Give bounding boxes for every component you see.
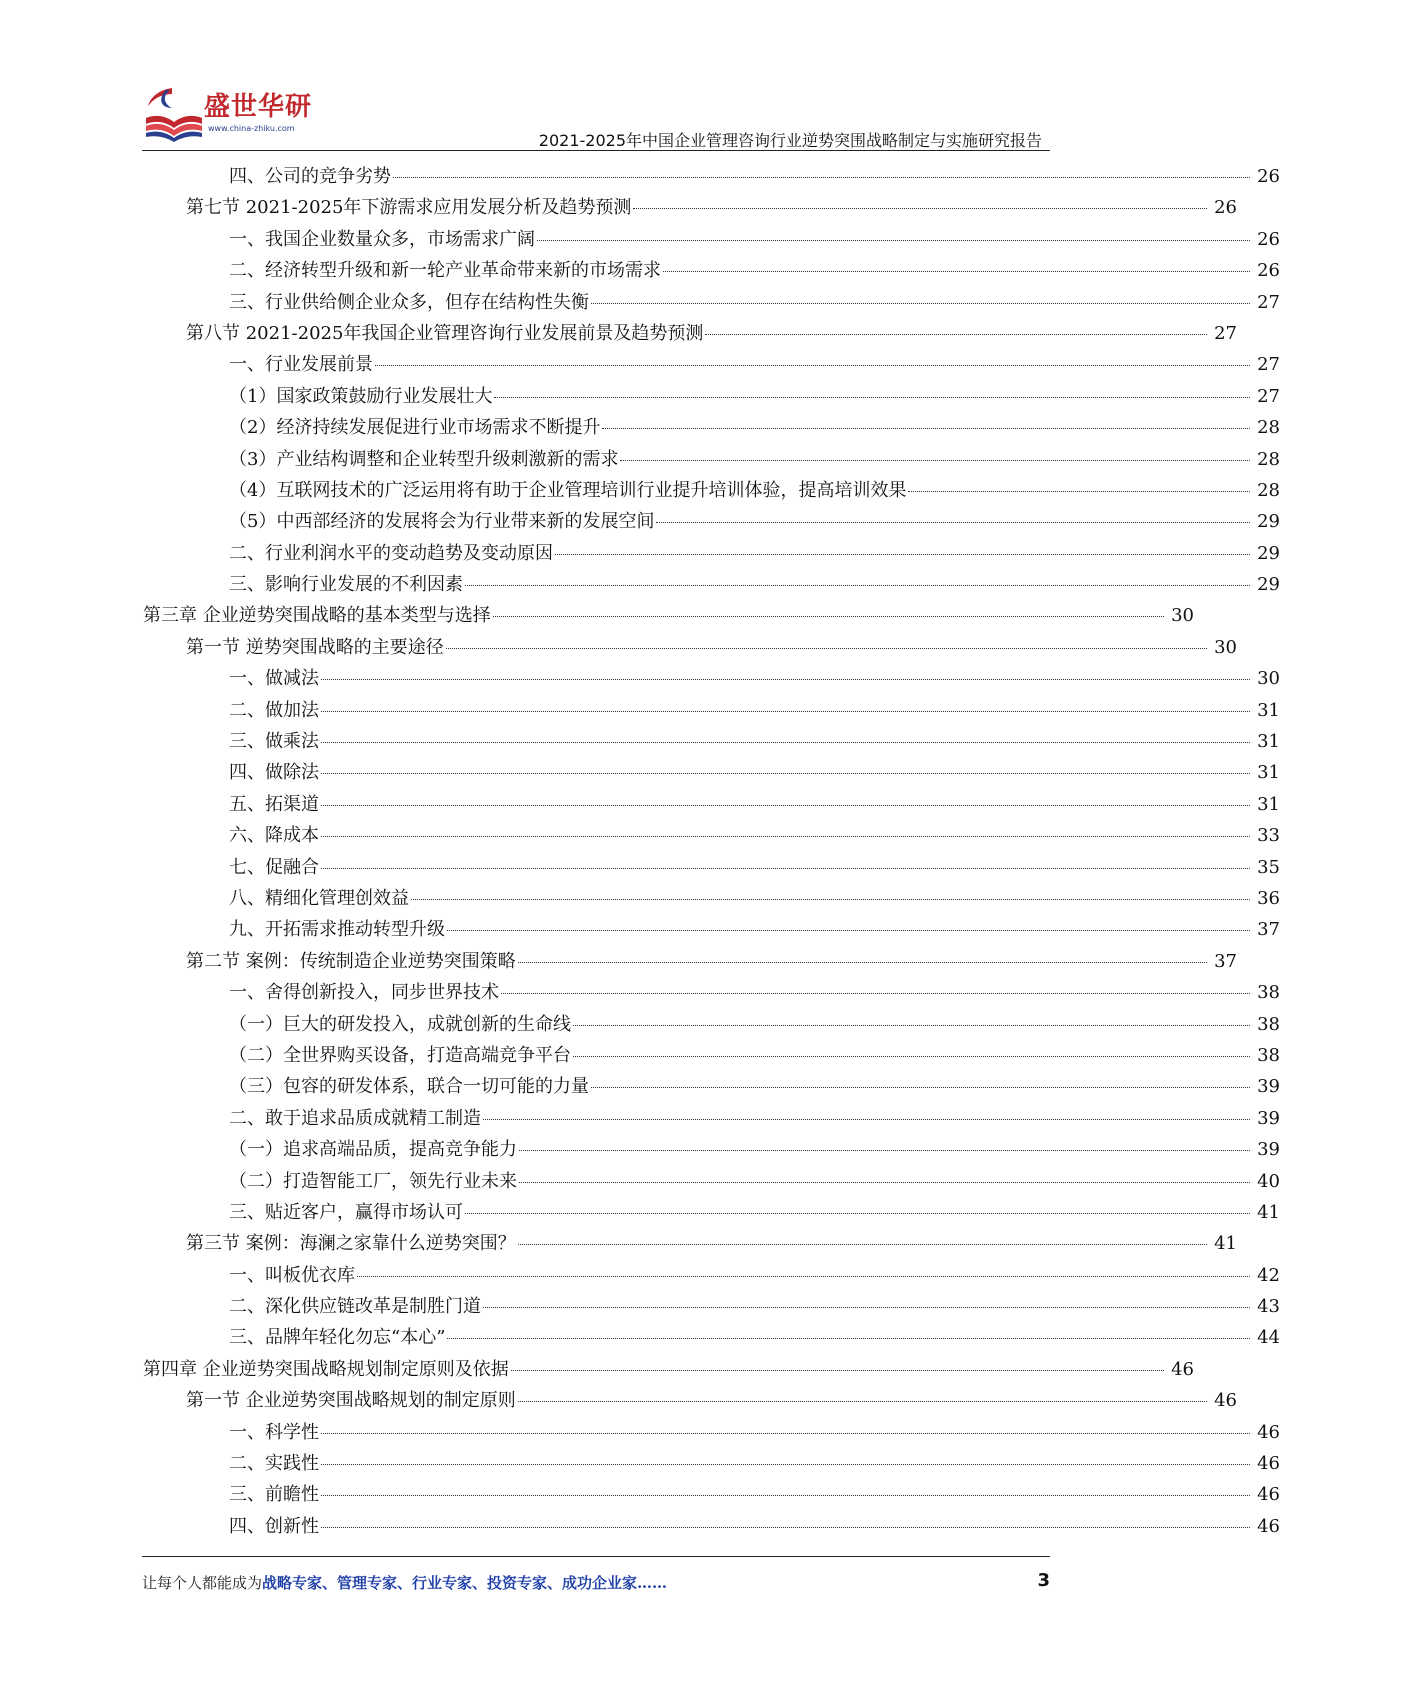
toc-entry-label: 三、行业供给侧企业众多，但存在结构性失衡: [229, 291, 589, 313]
toc-entry-page: 44: [1257, 1327, 1280, 1349]
toc-entry[interactable]: [0, 757, 1420, 788]
toc-entry-label: 第七节 2021-2025年下游需求应用发展分析及趋势预测: [186, 197, 632, 219]
toc-dot-leader: [321, 1527, 1250, 1528]
toc-entry-page: 35: [1257, 856, 1280, 878]
toc-entry[interactable]: [0, 1385, 1377, 1416]
toc-entry-page: 40: [1257, 1170, 1280, 1192]
toc-entry-label: （二）全世界购买设备，打造高端竞争平台: [229, 1044, 571, 1066]
toc-entry[interactable]: [0, 1448, 1420, 1479]
toc-dot-leader: [511, 1370, 1164, 1371]
toc-entry-page: 27: [1257, 354, 1280, 376]
toc-dot-leader: [465, 585, 1250, 586]
toc-dot-leader: [321, 1495, 1250, 1496]
slogan-accent: 战略专家、管理专家、行业专家、投资专家、成功企业家……: [262, 1574, 668, 1592]
toc-dot-leader: [321, 711, 1250, 712]
toc-entry-label: 二、行业利润水平的变动趋势及变动原因: [229, 542, 553, 564]
toc-dot-leader: [663, 271, 1250, 272]
toc-entry[interactable]: [0, 475, 1420, 506]
toc-entry-label: 八、精细化管理创效益: [229, 887, 409, 909]
toc-dot-leader: [591, 303, 1250, 304]
toc-entry-page: 39: [1257, 1139, 1280, 1161]
toc-entry[interactable]: [0, 1040, 1420, 1071]
toc-dot-leader: [501, 993, 1250, 994]
toc-dot-leader: [465, 1213, 1250, 1214]
toc-entry[interactable]: [0, 1071, 1420, 1102]
toc-entry-page: 39: [1257, 1107, 1280, 1129]
toc-dot-leader: [537, 240, 1250, 241]
toc-entry-page: 38: [1257, 1013, 1280, 1035]
toc-dot-leader: [446, 648, 1207, 649]
toc-dot-leader: [519, 1182, 1250, 1183]
toc-entry-page: 42: [1257, 1264, 1280, 1286]
toc-entry-page: 46: [1257, 1421, 1280, 1443]
toc-entry-label: 三、贴近客户，赢得市场认可: [229, 1201, 463, 1223]
toc-entry[interactable]: [0, 820, 1420, 851]
footer-slogan: [142, 1572, 667, 1593]
toc-entry[interactable]: [0, 287, 1420, 318]
toc-dot-leader: [483, 1307, 1250, 1308]
toc-entry[interactable]: [0, 632, 1377, 663]
toc-dot-leader: [321, 773, 1250, 774]
toc-entry-label: （一）追求高端品质，提高竞争能力: [229, 1139, 517, 1161]
toc-dot-leader: [908, 491, 1250, 492]
toc-dot-leader: [447, 930, 1250, 931]
toc-entry-label: （2）经济持续发展促进行业市场需求不断提升: [229, 417, 601, 439]
toc-entry[interactable]: [0, 255, 1420, 286]
toc-entry-page: 38: [1257, 1044, 1280, 1066]
toc-entry-label: 四、创新性: [229, 1515, 319, 1537]
toc-entry-page: 26: [1257, 166, 1280, 187]
company-logo: [142, 84, 312, 148]
toc-entry[interactable]: [0, 444, 1420, 475]
toc-entry-label: 一、科学性: [229, 1421, 319, 1443]
toc-entry-page: 43: [1257, 1296, 1280, 1318]
toc-entry-page: 41: [1214, 1233, 1237, 1255]
toc-entry[interactable]: [0, 1166, 1420, 1197]
toc-entry-page: 31: [1257, 793, 1280, 815]
toc-entry[interactable]: [0, 1479, 1420, 1510]
toc-entry-label: 一、舍得创新投入，同步世界技术: [229, 982, 499, 1004]
toc-entry[interactable]: [0, 1103, 1420, 1134]
toc-entry-page: 31: [1257, 699, 1280, 721]
toc-entry[interactable]: [0, 1417, 1420, 1448]
toc-entry-label: 四、公司的竞争劣势: [229, 166, 391, 187]
toc-entry-label: 四、做除法: [229, 762, 319, 784]
toc-entry[interactable]: [0, 192, 1377, 223]
toc-entry-page: 26: [1214, 197, 1237, 219]
toc-dot-leader: [573, 1025, 1250, 1026]
toc-entry-label: 三、品牌年轻化勿忘“本心”: [229, 1327, 446, 1349]
toc-entry-label: 一、行业发展前景: [229, 354, 373, 376]
toc-dot-leader: [447, 1338, 1250, 1339]
toc-entry[interactable]: [0, 726, 1420, 757]
toc-entry-label: （5）中西部经济的发展将会为行业带来新的发展空间: [229, 511, 655, 533]
toc-entry[interactable]: [0, 412, 1420, 443]
toc-entry-page: 29: [1257, 574, 1280, 596]
toc-dot-leader: [555, 554, 1250, 555]
toc-dot-leader: [483, 1119, 1250, 1120]
toc-entry[interactable]: [0, 1197, 1420, 1228]
toc-entry-label: 三、做乘法: [229, 731, 319, 753]
toc-dot-leader: [357, 1276, 1250, 1277]
toc-entry-label: 一、我国企业数量众多，市场需求广阔: [229, 228, 535, 250]
slogan-prefix: 让每个人都能成为: [142, 1574, 263, 1592]
page-number: 3: [1037, 1570, 1050, 1591]
toc-entry-label: 三、影响行业发展的不利因素: [229, 574, 463, 596]
toc-entry[interactable]: [0, 161, 1420, 192]
toc-entry-page: 46: [1171, 1358, 1194, 1380]
toc-entry-label: 五、拓渠道: [229, 793, 319, 815]
toc-dot-leader: [620, 460, 1250, 461]
toc-entry[interactable]: [0, 883, 1420, 914]
toc-dot-leader: [602, 428, 1250, 429]
toc-dot-leader: [633, 208, 1207, 209]
toc-entry-label: 一、做减法: [229, 668, 319, 690]
toc-entry-label: 第三节 案例：海澜之家靠什么逆势突围？: [186, 1233, 516, 1255]
toc-entry-page: 26: [1257, 260, 1280, 282]
toc-entry-label: 第四章 企业逆势突围战略规划制定原则及依据: [143, 1358, 509, 1380]
toc-entry-page: 36: [1257, 887, 1280, 909]
table-of-contents: [0, 161, 1280, 1542]
toc-entry-page: 31: [1257, 762, 1280, 784]
toc-entry[interactable]: [0, 1260, 1420, 1291]
toc-entry-label: 六、降成本: [229, 825, 319, 847]
toc-entry-page: 46: [1257, 1515, 1280, 1537]
toc-entry-label: 二、做加法: [229, 699, 319, 721]
toc-entry[interactable]: [0, 381, 1420, 412]
toc-entry-page: 28: [1257, 448, 1280, 470]
toc-entry-label: 第三章 企业逆势突围战略的基本类型与选择: [143, 605, 491, 627]
toc-entry-page: 41: [1257, 1201, 1280, 1223]
toc-entry[interactable]: [0, 1291, 1420, 1322]
toc-dot-leader: [656, 522, 1250, 523]
toc-entry-label: （1）国家政策鼓励行业发展壮大: [229, 385, 493, 407]
toc-dot-leader: [321, 1433, 1250, 1434]
toc-dot-leader: [393, 177, 1250, 178]
toc-entry-page: 31: [1257, 731, 1280, 753]
toc-dot-leader: [411, 899, 1250, 900]
toc-entry-label: （二）打造智能工厂，领先行业未来: [229, 1170, 517, 1192]
toc-dot-leader: [321, 1464, 1250, 1465]
toc-entry-label: 二、深化供应链改革是制胜门道: [229, 1296, 481, 1318]
toc-entry[interactable]: [0, 789, 1420, 820]
header-divider: [142, 150, 1050, 151]
toc-dot-leader: [493, 616, 1164, 617]
toc-entry-page: 38: [1257, 982, 1280, 1004]
toc-entry[interactable]: [0, 914, 1420, 945]
toc-entry-label: 七、促融合: [229, 856, 319, 878]
brand-url: www.china-zhiku.com: [208, 124, 295, 133]
toc-entry-page: 46: [1257, 1453, 1280, 1475]
toc-dot-leader: [321, 742, 1250, 743]
toc-entry[interactable]: [0, 852, 1420, 883]
brand-name: 盛世华研: [204, 92, 313, 122]
toc-entry-label: （三）包容的研发体系，联合一切可能的力量: [229, 1076, 589, 1098]
toc-dot-leader: [494, 397, 1250, 398]
book-logo-icon: [142, 84, 206, 146]
toc-entry-label: 一、叫板优衣库: [229, 1264, 355, 1286]
toc-entry[interactable]: [0, 663, 1420, 694]
toc-entry-label: 二、经济转型升级和新一轮产业革命带来新的市场需求: [229, 260, 661, 282]
toc-dot-leader: [321, 836, 1250, 837]
toc-entry-label: 三、前瞻性: [229, 1484, 319, 1506]
toc-entry-page: 29: [1257, 511, 1280, 533]
toc-entry-page: 27: [1214, 322, 1237, 344]
toc-entry[interactable]: [0, 1009, 1420, 1040]
toc-entry[interactable]: [0, 224, 1420, 255]
toc-entry[interactable]: [0, 600, 1334, 631]
toc-entry-label: （一）巨大的研发投入，成就创新的生命线: [229, 1013, 571, 1035]
toc-entry[interactable]: [0, 349, 1420, 380]
toc-entry-page: 27: [1257, 385, 1280, 407]
toc-entry[interactable]: [0, 318, 1377, 349]
toc-entry-page: 29: [1257, 542, 1280, 564]
toc-entry-page: 46: [1257, 1484, 1280, 1506]
toc-dot-leader: [573, 1056, 1250, 1057]
toc-entry[interactable]: [0, 1322, 1420, 1353]
toc-entry-page: 30: [1257, 668, 1280, 690]
toc-entry-page: 30: [1214, 636, 1237, 658]
toc-dot-leader: [518, 962, 1207, 963]
toc-entry-page: 37: [1257, 919, 1280, 941]
toc-entry-label: 二、敢于追求品质成就精工制造: [229, 1107, 481, 1129]
toc-entry-page: 28: [1257, 417, 1280, 439]
toc-dot-leader: [321, 679, 1250, 680]
toc-entry-page: 39: [1257, 1076, 1280, 1098]
toc-entry-label: 第一节 逆势突围战略的主要途径: [186, 636, 444, 658]
toc-entry[interactable]: [0, 569, 1420, 600]
toc-dot-leader: [518, 1244, 1207, 1245]
toc-entry-page: 37: [1214, 950, 1237, 972]
toc-entry[interactable]: [0, 538, 1420, 569]
footer-divider: [142, 1556, 1050, 1557]
toc-dot-leader: [705, 334, 1207, 335]
toc-entry[interactable]: [0, 946, 1377, 977]
toc-entry-label: 二、实践性: [229, 1453, 319, 1475]
toc-dot-leader: [321, 805, 1250, 806]
toc-entry[interactable]: [0, 506, 1420, 537]
page-header: [0, 0, 1191, 150]
toc-entry-label: 第二节 案例：传统制造企业逆势突围策略: [186, 950, 516, 972]
toc-entry-page: 33: [1257, 825, 1280, 847]
toc-entry-label: 第八节 2021-2025年我国企业管理咨询行业发展前景及趋势预测: [186, 322, 704, 344]
toc-dot-leader: [375, 365, 1250, 366]
toc-entry-page: 46: [1214, 1390, 1237, 1412]
toc-entry-label: （4）互联网技术的广泛运用将有助于企业管理培训行业提升培训体验，提高培训效果: [229, 479, 907, 501]
toc-entry-page: 28: [1257, 479, 1280, 501]
toc-entry-page: 26: [1257, 228, 1280, 250]
toc-entry[interactable]: [0, 1134, 1420, 1165]
toc-entry[interactable]: [0, 1511, 1420, 1542]
toc-entry-page: 27: [1257, 291, 1280, 313]
page-footer: [142, 1572, 1050, 1600]
toc-dot-leader: [591, 1087, 1250, 1088]
toc-dot-leader: [518, 1401, 1207, 1402]
report-title: 2021-2025年中国企业管理咨询行业逆势突围战略制定与实施研究报告: [538, 131, 1042, 150]
toc-entry-label: 第一节 企业逆势突围战略规划的制定原则: [186, 1390, 516, 1412]
toc-entry[interactable]: [0, 695, 1420, 726]
toc-entry[interactable]: [0, 1354, 1334, 1385]
toc-entry-label: 九、开拓需求推动转型升级: [229, 919, 445, 941]
toc-dot-leader: [519, 1150, 1250, 1151]
toc-entry[interactable]: [0, 977, 1420, 1008]
toc-entry-label: （3）产业结构调整和企业转型升级刺激新的需求: [229, 448, 619, 470]
toc-entry[interactable]: [0, 1228, 1377, 1259]
toc-dot-leader: [321, 868, 1250, 869]
toc-entry-page: 30: [1171, 605, 1194, 627]
